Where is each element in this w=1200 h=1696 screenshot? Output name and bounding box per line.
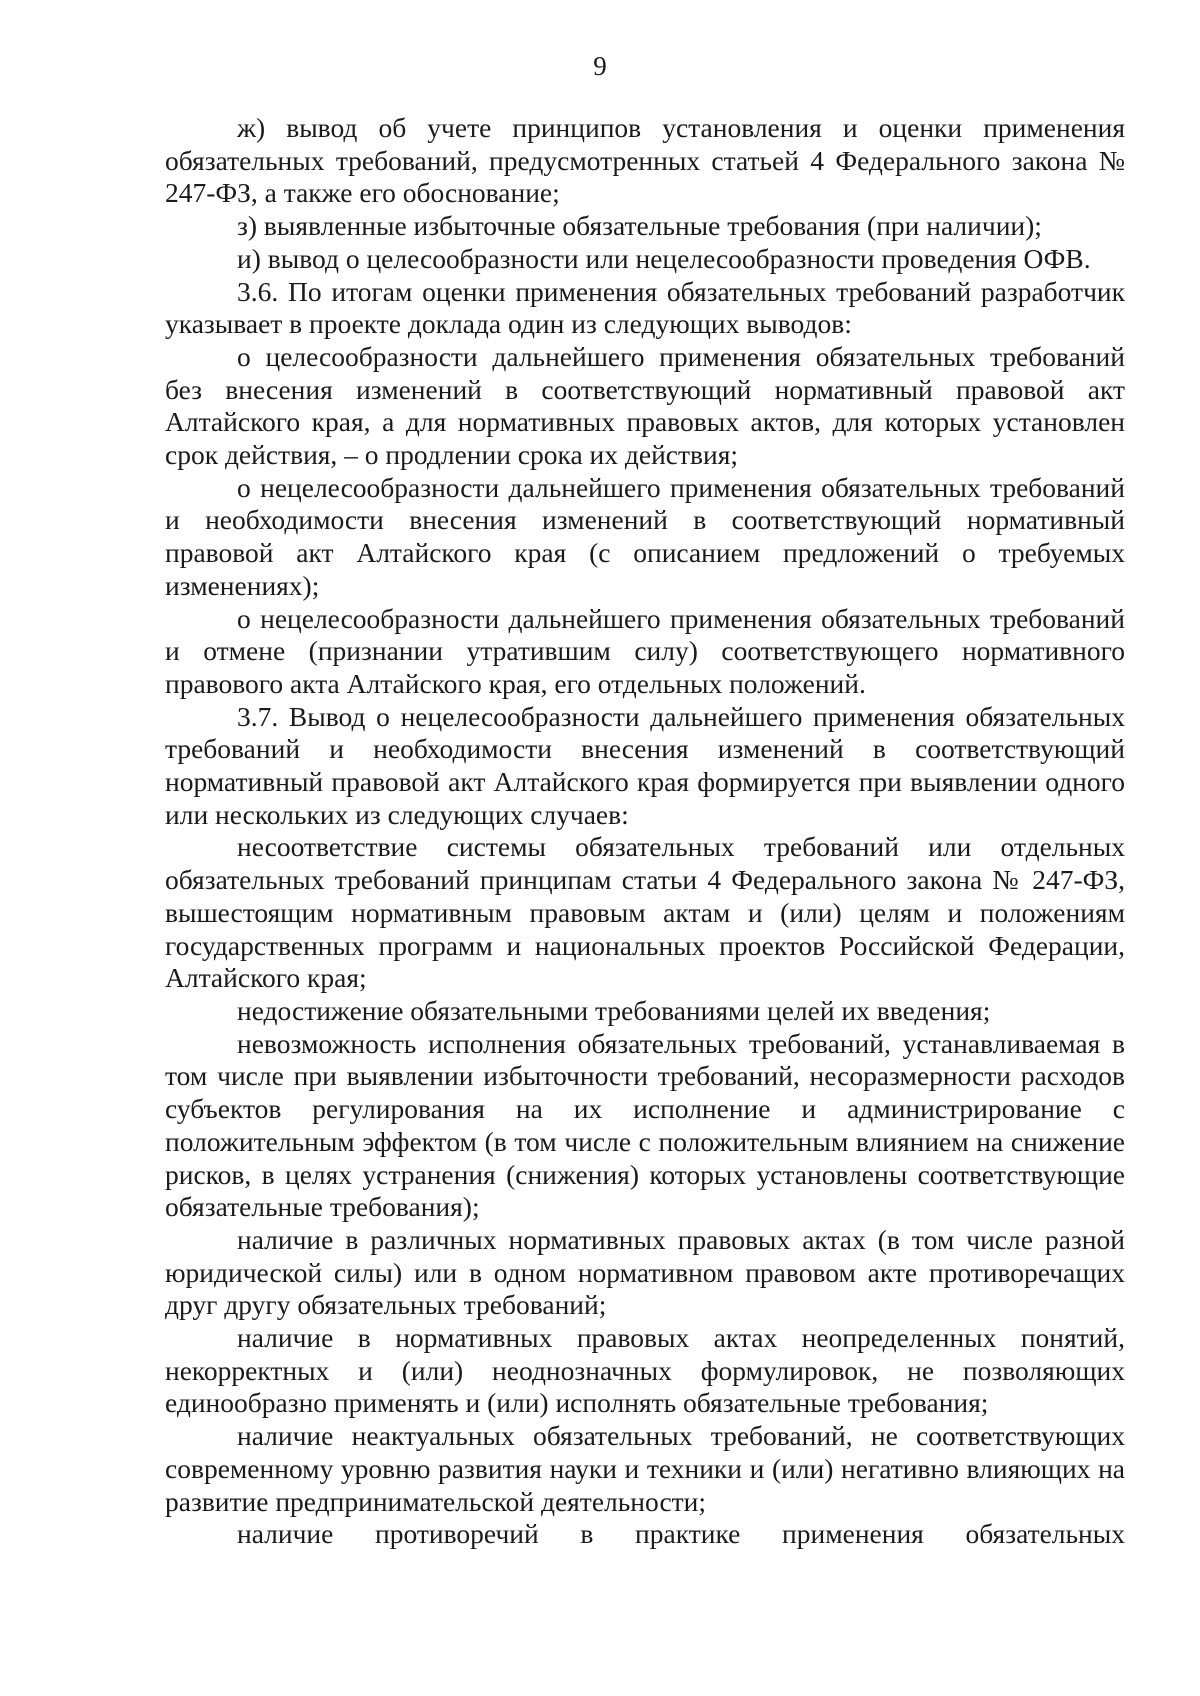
paragraph: несоответствие системы обязательных требований или отдельных обязательных требований принципам статьи 4 Федерального закона № 247-ФЗ, вышестоящим нормативным правовым актам и (или) целям и положениям государственных программ и национальных проектов Российской Федерации, Алтайского края; [165, 831, 1125, 994]
document-body [165, 112, 1125, 1551]
paragraph: недостижение обязательными требованиями целей их введения; [237, 994, 991, 1026]
paragraph: ж) вывод об учете принципов установления и оценки применения обязательных требований, предусмотренных статьей 4 Федерального закона № 247-ФЗ, а также его обоснование; [165, 112, 1125, 209]
paragraph: наличие противоречий в практике применения обязательных [237, 1518, 1125, 1550]
paragraph: о целесообразности дальнейшего применения обязательных требований без внесения изменений в соответствующий нормативный правовой акт Алтайского края, а для нормативных правовых актов, для которых установлен срок действия, – о продлении срока их действия; [165, 340, 1125, 471]
page-number: 9 [593, 51, 607, 81]
paragraph: невозможность исполнения обязательных требований, устанавливаемая в том числе при выявлении избыточности требований, несоразмерности расходов субъектов регулирования на их исполнение и администрирование с положительным эффектом (в том числе с положительным влиянием на снижение рисков, в целях устранения (снижения) которых установлены соответствующие обязательные требования); [165, 1027, 1125, 1223]
paragraph: 3.6. По итогам оценки применения обязательных требований разработчик указывает в проекте доклада один из следующих выводов: [165, 275, 1125, 340]
paragraph: наличие неактуальных обязательных требований, не соответствующих современному уровню развития науки и техники и (или) негативно влияющих на развитие предпринимательской деятельности; [165, 1420, 1125, 1517]
paragraph: 3.7. Вывод о нецелесообразности дальнейшего применения обязательных требований и необходимости внесения изменений в соответствующий нормативный правовой акт Алтайского края формируется при выявлении одного или нескольких из следующих случаев: [165, 700, 1125, 830]
paragraph: о нецелесообразности дальнейшего применения обязательных требований и отмене (признании утратившим силу) соответствующего нормативного правового акта Алтайского края, его отдельных положений. [165, 602, 1125, 699]
paragraph: з) выявленные избыточные обязательные требования (при наличии); [237, 210, 1042, 242]
paragraph: и) вывод о целесообразности или нецелесообразности проведения ОФВ. [237, 242, 1091, 274]
paragraph: о нецелесообразности дальнейшего применения обязательных требований и необходимости внесения изменений в соответствующий нормативный правовой акт Алтайского края (с описанием предложений о требуемых изменениях); [165, 471, 1125, 601]
paragraph: наличие в различных нормативных правовых актах (в том числе разной юридической силы) или в одном нормативном правовом акте противоречащих друг другу обязательных требований; [165, 1223, 1125, 1321]
paragraph: наличие в нормативных правовых актах неопределенных понятий, некорректных и (или) неоднозначных формулировок, не позволяющих единообразно применять и (или) исполнять обязательные требования; [165, 1322, 1125, 1419]
